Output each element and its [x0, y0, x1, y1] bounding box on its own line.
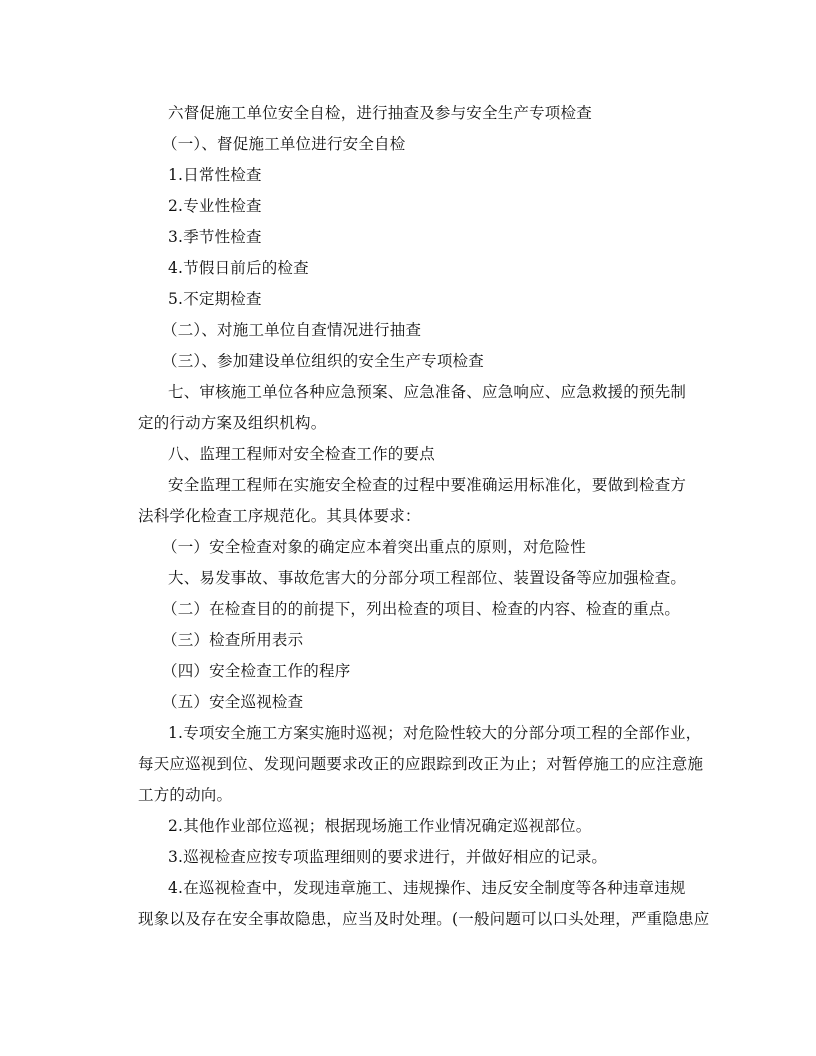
subsection-6-2: （二）、对施工单位自查情况进行抽查 — [162, 321, 422, 339]
list-item: 5.不定期检查 — [168, 290, 262, 308]
section-7-line-2: 定的行动方案及组织机构。 — [138, 414, 327, 432]
paragraph-line: 安全监理工程师在实施安全检查的过程中要准确运用标准化，要做到检查方 — [168, 476, 687, 494]
paragraph-line: 法科学化检查工序规范化。其具体要求： — [138, 507, 421, 525]
list-item: 4.节假日前后的检查 — [168, 259, 309, 277]
subsection-8-3: （三）检查所用表示 — [162, 631, 304, 649]
document-body — [138, 98, 710, 935]
section-6-heading: 六督促施工单位安全自检，进行抽查及参与安全生产专项检查 — [168, 104, 592, 122]
subsection-6-1: （一）、督促施工单位进行安全自检 — [162, 135, 406, 153]
section-8-heading: 八、监理工程师对安全检查工作的要点 — [168, 445, 435, 463]
paragraph-line: 1.专项安全施工方案实施时巡视；对危险性较大的分部分项工程的全部作业， — [168, 724, 702, 742]
paragraph-line: 每天应巡视到位、发现问题要求改正的应跟踪到改正为止；对暂停施工的应注意施 — [138, 755, 704, 773]
subsection-8-5: （五）安全巡视检查 — [162, 693, 304, 711]
subsection-6-3: （三）、参加建设单位组织的安全生产专项检查 — [162, 352, 484, 370]
paragraph-line: 3.巡视检查应按专项监理细则的要求进行，并做好相应的记录。 — [168, 848, 608, 866]
list-item: 1.日常性检查 — [168, 166, 262, 184]
paragraph-line: 2.其他作业部位巡视；根据现场施工作业情况确定巡视部位。 — [168, 817, 592, 835]
subsection-8-4: （四）安全检查工作的程序 — [162, 662, 351, 680]
paragraph-line: 大、易发事故、事故危害大的分部分项工程部位、装置设备等应加强检查。 — [168, 569, 687, 587]
subsection-8-2: （二）在检查目的的前提下，列出检查的项目、检查的内容、检查的重点。 — [162, 600, 681, 618]
section-7-line-1: 七、审核施工单位各种应急预案、应急准备、应急响应、应急救援的预先制 — [168, 383, 687, 401]
list-item: 3.季节性检查 — [168, 228, 262, 246]
paragraph-line: 现象以及存在安全事故隐患，应当及时处理。(一般问题可以口头处理，严重隐患应 — [138, 910, 710, 928]
paragraph-line: 工方的动向。 — [138, 786, 233, 804]
list-item: 2.专业性检查 — [168, 197, 262, 215]
paragraph-line: 4.在巡视检查中，发现违章施工、违规操作、违反安全制度等各种违章违规 — [168, 879, 686, 897]
subsection-8-1: （一）安全检查对象的确定应本着突出重点的原则，对危险性 — [162, 538, 586, 556]
